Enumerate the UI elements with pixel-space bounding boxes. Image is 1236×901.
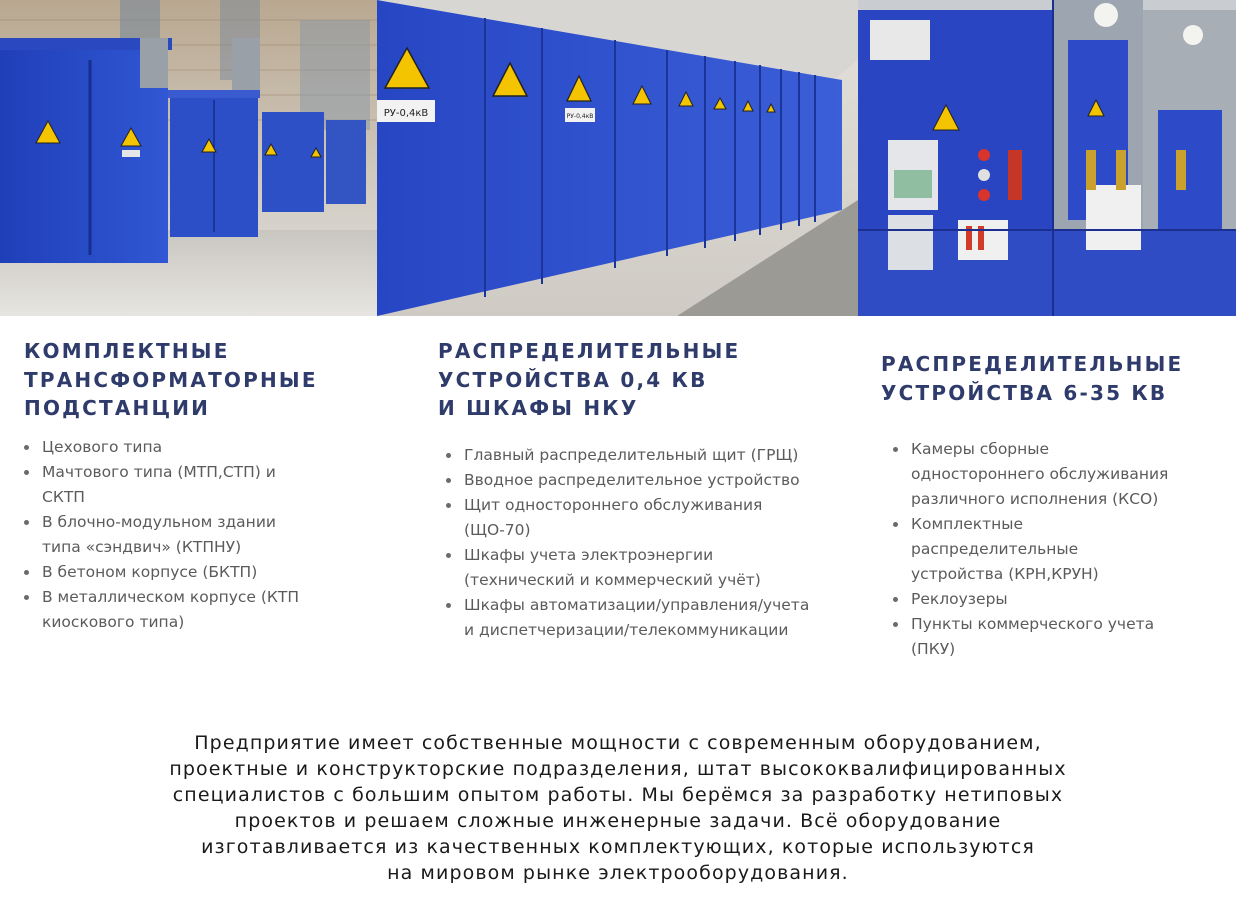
column-switchgear-04kv [438,337,848,643]
column-title [24,337,369,423]
column-title-line: КОМПЛЕКТНЫЕ [24,339,230,363]
description-line: проектные и конструкторские подразделения, штат высококвалифицированных [169,758,1067,780]
substations-image [0,0,377,316]
list-item: Шкафы учета электроэнергии (технический и коммерческий учёт) [446,543,848,593]
list-item: Камеры сборные одностороннего обслуживания различного исполнения (КСО) [893,437,1231,512]
photo-medium-voltage-switchgear [858,0,1236,316]
photo-switchboard-row [377,0,858,316]
description-line: специалистов с большим опытом работы. Мы берёмся за разработку нетиповых [172,784,1064,806]
photo-strip [0,0,1236,316]
photo-transformer-substations [0,0,377,316]
description-line: изготавливается из качественных комплектующих, которые используются [201,836,1035,858]
list-item: В блочно-модульном здании типа «сэндвич» (КТПНУ) [24,510,369,560]
switchboard-image [377,0,858,316]
switchgear-image [858,0,1236,316]
column-title-line: РАСПРЕДЕЛИТЕЛЬНЫЕ [438,339,741,363]
column-title-line: УСТРОЙСТВА 6-35 КВ [881,380,1168,405]
list-item: Цехового типа [24,435,369,460]
column-title-line: ТРАНСФОРМАТОРНЫЕ [24,367,318,392]
product-list [446,443,848,643]
product-list [893,437,1231,662]
column-title [438,337,848,423]
list-item: Вводное распределительное устройство [446,468,848,493]
column-title [881,350,1231,407]
list-item: Реклоузеры [893,587,1231,612]
description-line: Предприятие имеет собственные мощности с современным оборудованием, [194,732,1042,754]
list-item: Шкафы автоматизации/управления/учета и диспетчеризации/телекоммуникации [446,593,848,643]
column-title-line: И ШКАФЫ НКУ [438,396,639,420]
list-item: Пункты коммерческого учета (ПКУ) [893,612,1231,662]
column-switchgear-6-35kv [881,350,1231,662]
column-transformer-substations [24,337,369,635]
column-title-line: ПОДСТАНЦИИ [24,396,211,420]
list-item: В металлическом корпусе (КТП киоскового типа) [24,585,369,635]
description-line: проектов и решаем сложные инженерные задачи. Всё оборудование [234,810,1002,832]
list-item: Комплектные распределительные устройства (КРН,КРУН) [893,512,1231,587]
column-title-line: УСТРОЙСТВА 0,4 КВ [438,367,708,392]
panel-label: РУ-0,4кВ [566,113,594,120]
column-title-line: РАСПРЕДЕЛИТЕЛЬНЫЕ [881,352,1184,376]
product-list [24,435,369,635]
panel-label: РУ-0,4кВ [383,108,429,119]
list-item: В бетоном корпусе (БКТП) [24,560,369,585]
company-description [40,730,1196,886]
list-item: Мачтового типа (МТП,СТП) и СКТП [24,460,369,510]
description-line: на мировом рынке электрооборудования. [387,862,849,884]
list-item: Главный распределительный щит (ГРЩ) [446,443,848,468]
list-item: Щит одностороннего обслуживания (ЩО-70) [446,493,848,543]
